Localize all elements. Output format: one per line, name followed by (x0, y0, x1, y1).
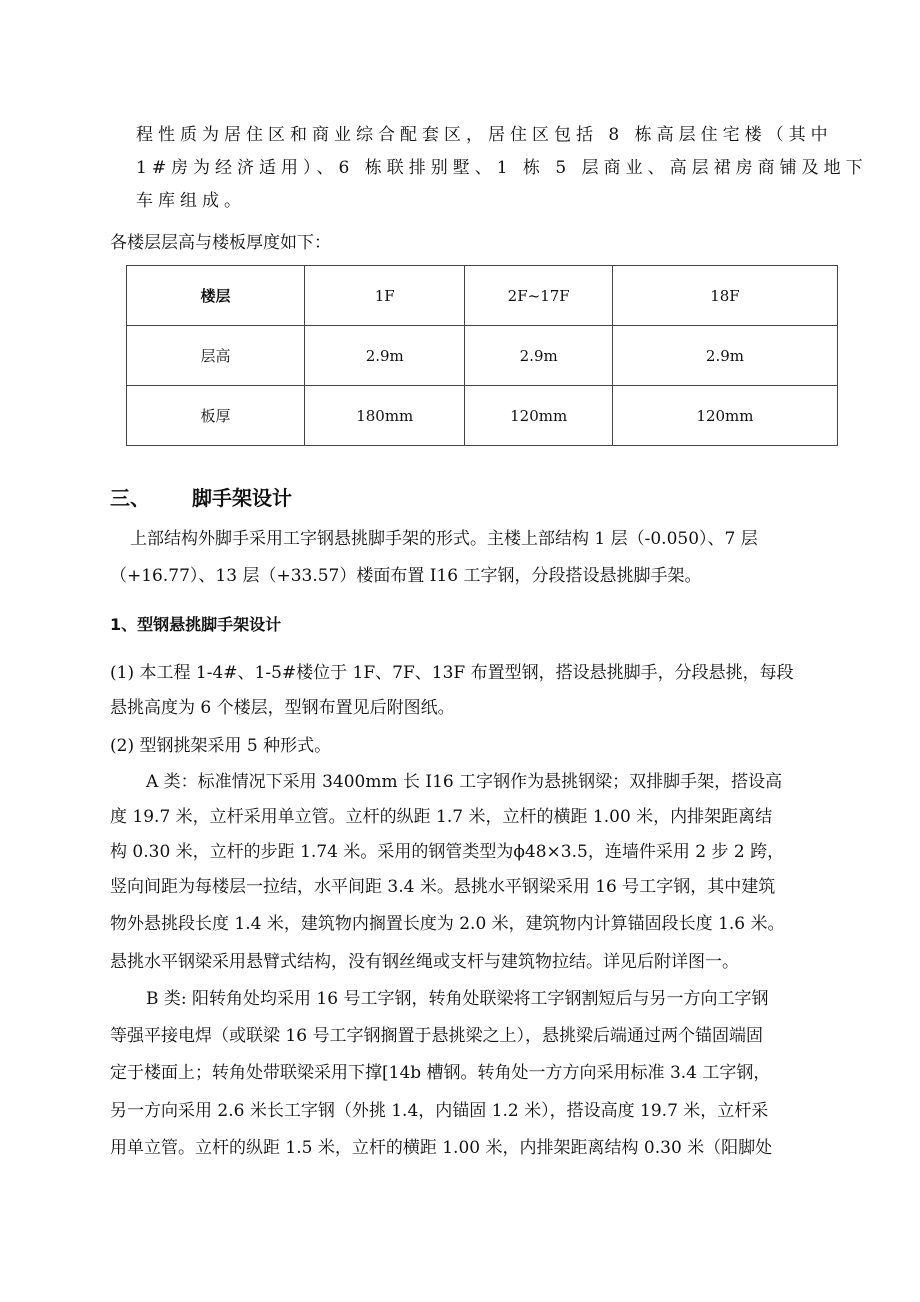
type-a-line: 构 0.30 米，立杆的步距 1.74 米。采用的钢管类型为ϕ48×3.5，连墙件采用 2 步 2 跨， (110, 842, 785, 862)
type-b-line: B 类: 阳转角处均采用 16 号工字钢，转角处联梁将工字钢割短后与另一方向工字钢 (146, 989, 769, 1009)
table-intro: 各楼层层高与楼板厚度如下： (110, 233, 331, 253)
table-cell: 板厚 (127, 386, 305, 446)
subsection-title: 1、型钢悬挑脚手架设计 (110, 615, 282, 634)
intro-line-3: 车库组成。 (136, 191, 246, 211)
table-cell: 2.9m (305, 326, 465, 386)
type-b-line: 定于楼面上；转角处带联梁采用下撑[14b 槽钢。转角处一方方向采用标准 3.4 工字钢， (110, 1063, 771, 1083)
section-title: 脚手架设计 (192, 486, 292, 510)
section-paragraph-line: 上部结构外脚手采用工字钢悬挑脚手架的形式。主楼上部结构 1 层（-0.050）、7 层 (130, 529, 758, 549)
intro-line-2: 1#房为经济适用）、6 栋联排别墅、1 栋 5 层商业、高层裙房商铺及地下 (136, 158, 868, 178)
type-b-line: 另一方向采用 2.6 米长工字钢（外挑 1.4，内锚固 1.2 米），搭设高度 19.7 米，立杆采 (110, 1101, 769, 1121)
type-b-line: 等强平接电焊（或联梁 16 号工字钢搁置于悬挑梁之上），悬挑梁后端通过两个锚固端固 (110, 1026, 763, 1046)
type-a-line: 度 19.7 米，立杆采用单立管。立杆的纵距 1.7 米，立杆的横距 1.00 米，内排架距离结 (110, 807, 773, 827)
table-cell: 120mm (612, 386, 837, 446)
type-a-line: 悬挑水平钢梁采用悬臂式结构，没有钢丝绳或支杆与建筑物拉结。详见后附详图一。 (110, 952, 739, 972)
table-row (127, 326, 838, 386)
table-cell: 层高 (127, 326, 305, 386)
table-header-cell: 2F~17F (465, 266, 613, 326)
table-header-row (127, 266, 838, 326)
table-cell: 2.9m (612, 326, 837, 386)
table-row (127, 386, 838, 446)
table-cell: 180mm (305, 386, 465, 446)
table-header-cell: 1F (305, 266, 465, 326)
section-heading (110, 487, 292, 509)
section-paragraph-line: （+16.77）、13 层（+33.57）楼面布置 I16 工字钢，分段搭设悬挑脚手架。 (110, 566, 702, 586)
item-line: (2) 型钢挑架采用 5 种形式。 (110, 736, 332, 756)
item-line: (1) 本工程 1-4#、1-5#楼位于 1F、7F、13F 布置型钢，搭设悬挑脚手，分段悬挑，每段 (110, 663, 794, 683)
table-cell: 2.9m (465, 326, 613, 386)
type-a-line: 竖向间距为每楼层一拉结，水平间距 3.4 米。悬挑水平钢梁采用 16 号工字钢，其中建筑 (110, 877, 776, 897)
table-header-cell: 楼层 (127, 266, 305, 326)
type-a-line: A 类：标准情况下采用 3400mm 长 I16 工字钢作为悬挑钢梁；双排脚手架，搭设高 (146, 772, 783, 792)
type-a-line: 物外悬挑段长度 1.4 米，建筑物内搁置长度为 2.0 米，建筑物内计算锚固段长度 1.6 米。 (110, 914, 785, 934)
table-header-cell: 18F (612, 266, 837, 326)
type-b-line: 用单立管。立杆的纵距 1.5 米，立杆的横距 1.00 米，内排架距离结构 0.30 米（阳脚处 (110, 1138, 773, 1158)
intro-line-1: 程性质为居住区和商业综合配套区，居住区包括 8 栋高层住宅楼（其中 (136, 125, 833, 145)
table-cell: 120mm (465, 386, 613, 446)
floor-height-table (126, 265, 838, 446)
item-line: 悬挑高度为 6 个楼层，型钢布置见后附图纸。 (110, 698, 455, 718)
section-number: 三、 (110, 486, 150, 510)
